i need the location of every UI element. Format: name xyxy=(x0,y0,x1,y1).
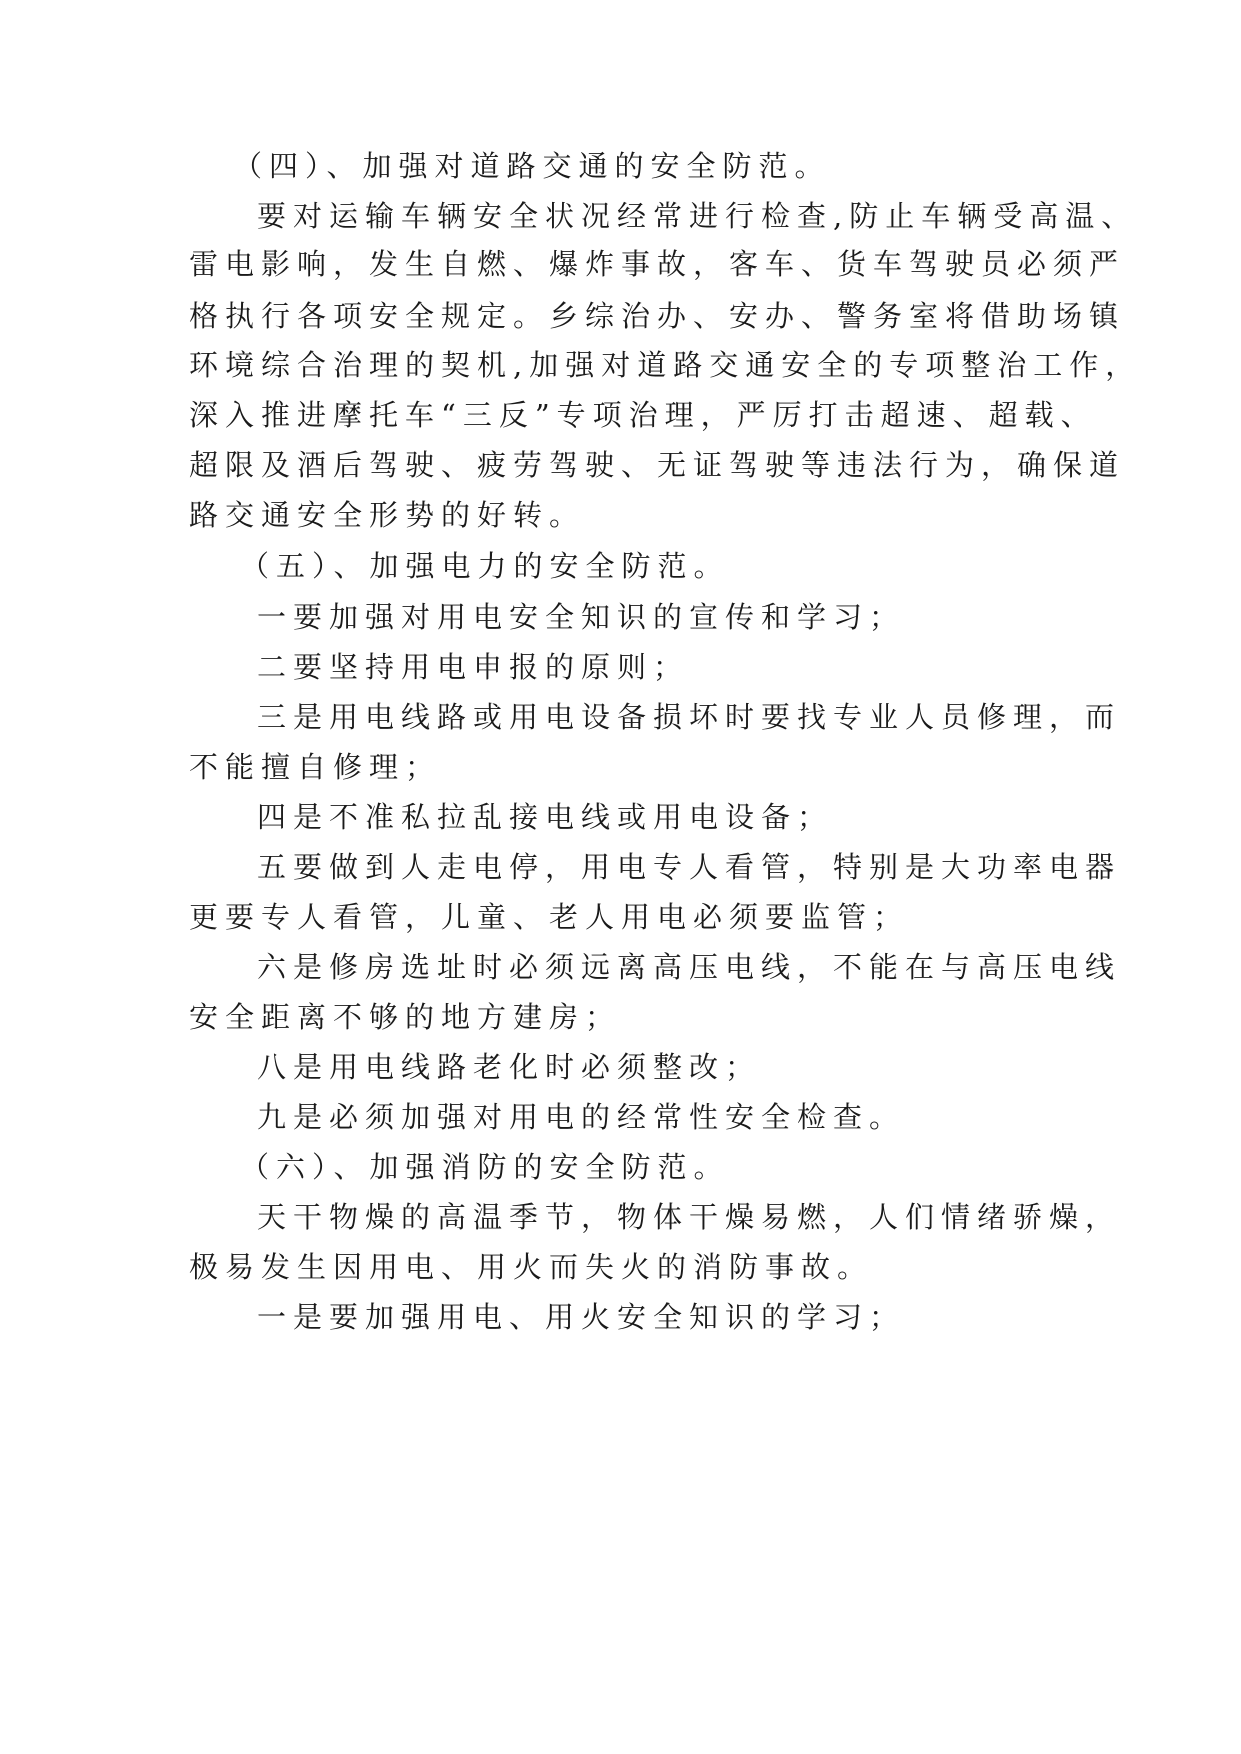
text-line: 九是必须加强对用电的经常性安全检查。 xyxy=(257,1100,906,1134)
text-line: 五要做到人走电停，用电专人看管，特别是大功率电器 xyxy=(257,850,1122,884)
text-line: 一要加强对用电安全知识的宣传和学习； xyxy=(257,600,906,634)
text-line: 路交通安全形势的好转。 xyxy=(189,498,586,532)
text-line: 环境综合治理的契机,加强对道路交通安全的专项整治工作， xyxy=(189,348,1142,382)
text-line: 一是要加强用电、用火安全知识的学习； xyxy=(257,1300,906,1334)
text-line: 四是不准私拉乱接电线或用电设备； xyxy=(257,800,834,834)
text-line: 超限及酒后驾驶、疲劳驾驶、无证驾驶等违法行为，确保道 xyxy=(189,448,1126,482)
text-line: 天干物燥的高温季节，物体干燥易燃，人们情绪骄燥， xyxy=(257,1200,1122,1234)
text-line: 雷电影响，发生自燃、爆炸事故，客车、货车驾驶员必须严 xyxy=(189,247,1126,281)
text-line: 格执行各项安全规定。乡综治办、安办、警务室将借助场镇 xyxy=(189,299,1126,333)
text-line: 六是修房选址时必须远离高压电线，不能在与高压电线 xyxy=(257,950,1122,984)
text-line: 安全距离不够的地方建房； xyxy=(189,1000,622,1034)
section-heading: （五）、加强电力的安全防范。 xyxy=(240,549,730,583)
text-line: 三是用电线路或用电设备损坏时要找专业人员修理，而 xyxy=(257,700,1122,734)
text-line: 不能擅自修理； xyxy=(189,750,442,784)
text-line: 八是用电线路老化时必须整改； xyxy=(257,1050,762,1084)
text-line: 极易发生因用电、用火而失火的消防事故。 xyxy=(189,1250,874,1284)
text-line: 更要专人看管，儿童、老人用电必须要监管； xyxy=(189,900,910,934)
text-line: （四）、加强对道路交通的安全防范。 xyxy=(233,149,831,183)
text-line: 深入推进摩托车“三反”专项治理，严厉打击超速、超载、 xyxy=(189,398,1097,432)
text-line: 要对运输车辆安全状况经常进行检查,防止车辆受高温、 xyxy=(257,199,1138,233)
text-line: 二要坚持用电申报的原则； xyxy=(257,650,690,684)
section-heading: （六）、加强消防的安全防范。 xyxy=(240,1150,730,1184)
